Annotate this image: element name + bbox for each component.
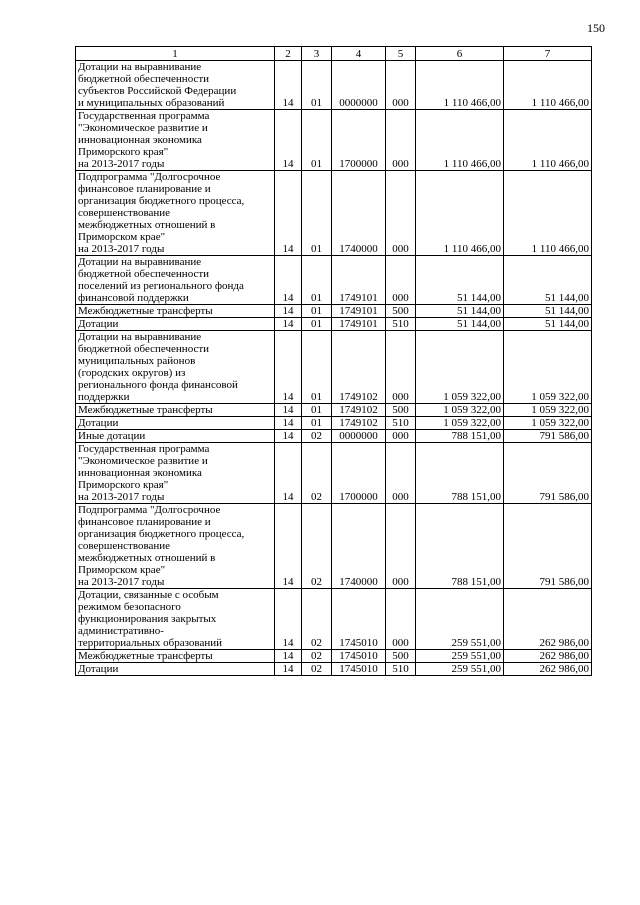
- header-col-2: 2: [275, 47, 302, 61]
- table-row: [76, 110, 592, 171]
- row-subsection-cell: 01: [302, 171, 332, 256]
- page-number: 150: [587, 21, 605, 35]
- row-amount-year2-cell: 1 059 322,00: [504, 331, 592, 404]
- row-target-code-cell: 1700000: [332, 443, 386, 504]
- row-section-cell: 14: [275, 110, 302, 171]
- table-row: [76, 417, 592, 430]
- row-section-cell: 14: [275, 589, 302, 650]
- row-section-cell: 14: [275, 318, 302, 331]
- row-target-code-cell: 1700000: [332, 110, 386, 171]
- row-name-cell: Государственная программа "Экономическое развитие и инновационная экономика Приморского края" на 2013-2017 годы: [76, 110, 275, 171]
- row-section-cell: 14: [275, 504, 302, 589]
- row-target-code-cell: 1749101: [332, 318, 386, 331]
- header-col-1: 1: [76, 47, 275, 61]
- table-row: [76, 650, 592, 663]
- row-amount-year1-cell: 259 551,00: [416, 663, 504, 676]
- row-name-cell: Подпрограмма "Долгосрочное финансовое планирование и организация бюджетного процесса, совершенствование межбюджетных отношений в Приморском крае" на 2013-2017 годы: [76, 504, 275, 589]
- row-amount-year2-cell: 1 059 322,00: [504, 404, 592, 417]
- row-amount-year2-cell: 1 110 466,00: [504, 61, 592, 110]
- row-subsection-cell: 01: [302, 331, 332, 404]
- row-amount-year1-cell: 788 151,00: [416, 430, 504, 443]
- row-target-code-cell: 0000000: [332, 61, 386, 110]
- row-expense-type-cell: 510: [386, 417, 416, 430]
- row-amount-year1-cell: 788 151,00: [416, 443, 504, 504]
- row-section-cell: 14: [275, 404, 302, 417]
- row-subsection-cell: 02: [302, 504, 332, 589]
- row-amount-year2-cell: 1 110 466,00: [504, 110, 592, 171]
- table-row: [76, 589, 592, 650]
- row-expense-type-cell: 000: [386, 171, 416, 256]
- row-name-cell: Дотации: [76, 417, 275, 430]
- row-name-cell: Дотации на выравнивание бюджетной обеспеченности поселений из регионального фонда финансовой поддержки: [76, 256, 275, 305]
- row-target-code-cell: 1749101: [332, 305, 386, 318]
- row-expense-type-cell: 510: [386, 318, 416, 331]
- row-amount-year2-cell: 51 144,00: [504, 318, 592, 331]
- table-row: [76, 430, 592, 443]
- table-row: [76, 171, 592, 256]
- row-subsection-cell: 01: [302, 110, 332, 171]
- row-amount-year2-cell: 51 144,00: [504, 305, 592, 318]
- row-amount-year1-cell: 259 551,00: [416, 650, 504, 663]
- row-amount-year2-cell: 791 586,00: [504, 430, 592, 443]
- row-target-code-cell: 1749101: [332, 256, 386, 305]
- row-name-cell: Межбюджетные трансферты: [76, 305, 275, 318]
- row-subsection-cell: 01: [302, 256, 332, 305]
- row-subsection-cell: 01: [302, 417, 332, 430]
- row-subsection-cell: 02: [302, 430, 332, 443]
- row-name-cell: Дотации на выравнивание бюджетной обеспеченности муниципальных районов (городских округов) из регионального фонда финансовой поддержки: [76, 331, 275, 404]
- row-section-cell: 14: [275, 171, 302, 256]
- row-amount-year1-cell: 788 151,00: [416, 504, 504, 589]
- row-target-code-cell: 1749102: [332, 417, 386, 430]
- row-subsection-cell: 01: [302, 318, 332, 331]
- row-section-cell: 14: [275, 305, 302, 318]
- row-expense-type-cell: 000: [386, 256, 416, 305]
- table-row: [76, 443, 592, 504]
- row-amount-year2-cell: 51 144,00: [504, 256, 592, 305]
- row-subsection-cell: 02: [302, 443, 332, 504]
- row-expense-type-cell: 000: [386, 430, 416, 443]
- row-amount-year1-cell: 51 144,00: [416, 318, 504, 331]
- row-section-cell: 14: [275, 650, 302, 663]
- row-name-cell: Дотации на выравнивание бюджетной обеспеченности субъектов Российской Федерации и муниципальных образований: [76, 61, 275, 110]
- row-amount-year1-cell: 1 110 466,00: [416, 171, 504, 256]
- row-target-code-cell: 1740000: [332, 171, 386, 256]
- row-amount-year1-cell: 1 110 466,00: [416, 110, 504, 171]
- row-expense-type-cell: 500: [386, 650, 416, 663]
- row-expense-type-cell: 000: [386, 589, 416, 650]
- header-col-5: 5: [386, 47, 416, 61]
- table-row: [76, 331, 592, 404]
- row-amount-year1-cell: 1 059 322,00: [416, 331, 504, 404]
- row-target-code-cell: 0000000: [332, 430, 386, 443]
- row-name-cell: Дотации: [76, 318, 275, 331]
- row-amount-year1-cell: 1 110 466,00: [416, 61, 504, 110]
- row-target-code-cell: 1749102: [332, 331, 386, 404]
- table-row: [76, 318, 592, 331]
- row-section-cell: 14: [275, 331, 302, 404]
- row-name-cell: Межбюджетные трансферты: [76, 650, 275, 663]
- row-subsection-cell: 02: [302, 663, 332, 676]
- row-subsection-cell: 02: [302, 650, 332, 663]
- row-amount-year2-cell: 262 986,00: [504, 663, 592, 676]
- row-name-cell: Иные дотации: [76, 430, 275, 443]
- row-expense-type-cell: 000: [386, 61, 416, 110]
- table-row: [76, 256, 592, 305]
- row-section-cell: 14: [275, 256, 302, 305]
- row-name-cell: Подпрограмма "Долгосрочное финансовое планирование и организация бюджетного процесса, совершенствование межбюджетных отношений в Приморском крае" на 2013-2017 годы: [76, 171, 275, 256]
- row-section-cell: 14: [275, 663, 302, 676]
- table-row: [76, 663, 592, 676]
- row-target-code-cell: 1740000: [332, 504, 386, 589]
- row-amount-year1-cell: 259 551,00: [416, 589, 504, 650]
- row-section-cell: 14: [275, 443, 302, 504]
- row-expense-type-cell: 510: [386, 663, 416, 676]
- table-row: [76, 404, 592, 417]
- row-target-code-cell: 1745010: [332, 589, 386, 650]
- row-target-code-cell: 1745010: [332, 650, 386, 663]
- row-target-code-cell: 1749102: [332, 404, 386, 417]
- row-subsection-cell: 01: [302, 404, 332, 417]
- row-name-cell: Межбюджетные трансферты: [76, 404, 275, 417]
- table-row: [76, 305, 592, 318]
- header-col-6: 6: [416, 47, 504, 61]
- row-expense-type-cell: 500: [386, 305, 416, 318]
- row-section-cell: 14: [275, 430, 302, 443]
- header-col-4: 4: [332, 47, 386, 61]
- row-amount-year2-cell: 1 059 322,00: [504, 417, 592, 430]
- row-name-cell: Дотации, связанные с особым режимом безопасного функционирования закрытых административно- территориальных образований: [76, 589, 275, 650]
- row-amount-year2-cell: 791 586,00: [504, 443, 592, 504]
- row-name-cell: Дотации: [76, 663, 275, 676]
- table-row: [76, 504, 592, 589]
- row-amount-year2-cell: 1 110 466,00: [504, 171, 592, 256]
- row-expense-type-cell: 000: [386, 331, 416, 404]
- row-subsection-cell: 01: [302, 305, 332, 318]
- row-expense-type-cell: 000: [386, 443, 416, 504]
- row-amount-year2-cell: 791 586,00: [504, 504, 592, 589]
- header-col-3: 3: [302, 47, 332, 61]
- budget-table: [75, 46, 592, 676]
- row-target-code-cell: 1745010: [332, 663, 386, 676]
- row-amount-year2-cell: 262 986,00: [504, 650, 592, 663]
- row-subsection-cell: 01: [302, 61, 332, 110]
- row-expense-type-cell: 500: [386, 404, 416, 417]
- header-row: [76, 47, 592, 61]
- row-name-cell: Государственная программа "Экономическое развитие и инновационная экономика Приморского края" на 2013-2017 годы: [76, 443, 275, 504]
- row-expense-type-cell: 000: [386, 504, 416, 589]
- row-section-cell: 14: [275, 417, 302, 430]
- table-row: [76, 61, 592, 110]
- row-expense-type-cell: 000: [386, 110, 416, 171]
- row-section-cell: 14: [275, 61, 302, 110]
- header-col-7: 7: [504, 47, 592, 61]
- row-amount-year2-cell: 262 986,00: [504, 589, 592, 650]
- row-amount-year1-cell: 51 144,00: [416, 256, 504, 305]
- row-amount-year1-cell: 1 059 322,00: [416, 417, 504, 430]
- row-amount-year1-cell: 1 059 322,00: [416, 404, 504, 417]
- row-subsection-cell: 02: [302, 589, 332, 650]
- row-amount-year1-cell: 51 144,00: [416, 305, 504, 318]
